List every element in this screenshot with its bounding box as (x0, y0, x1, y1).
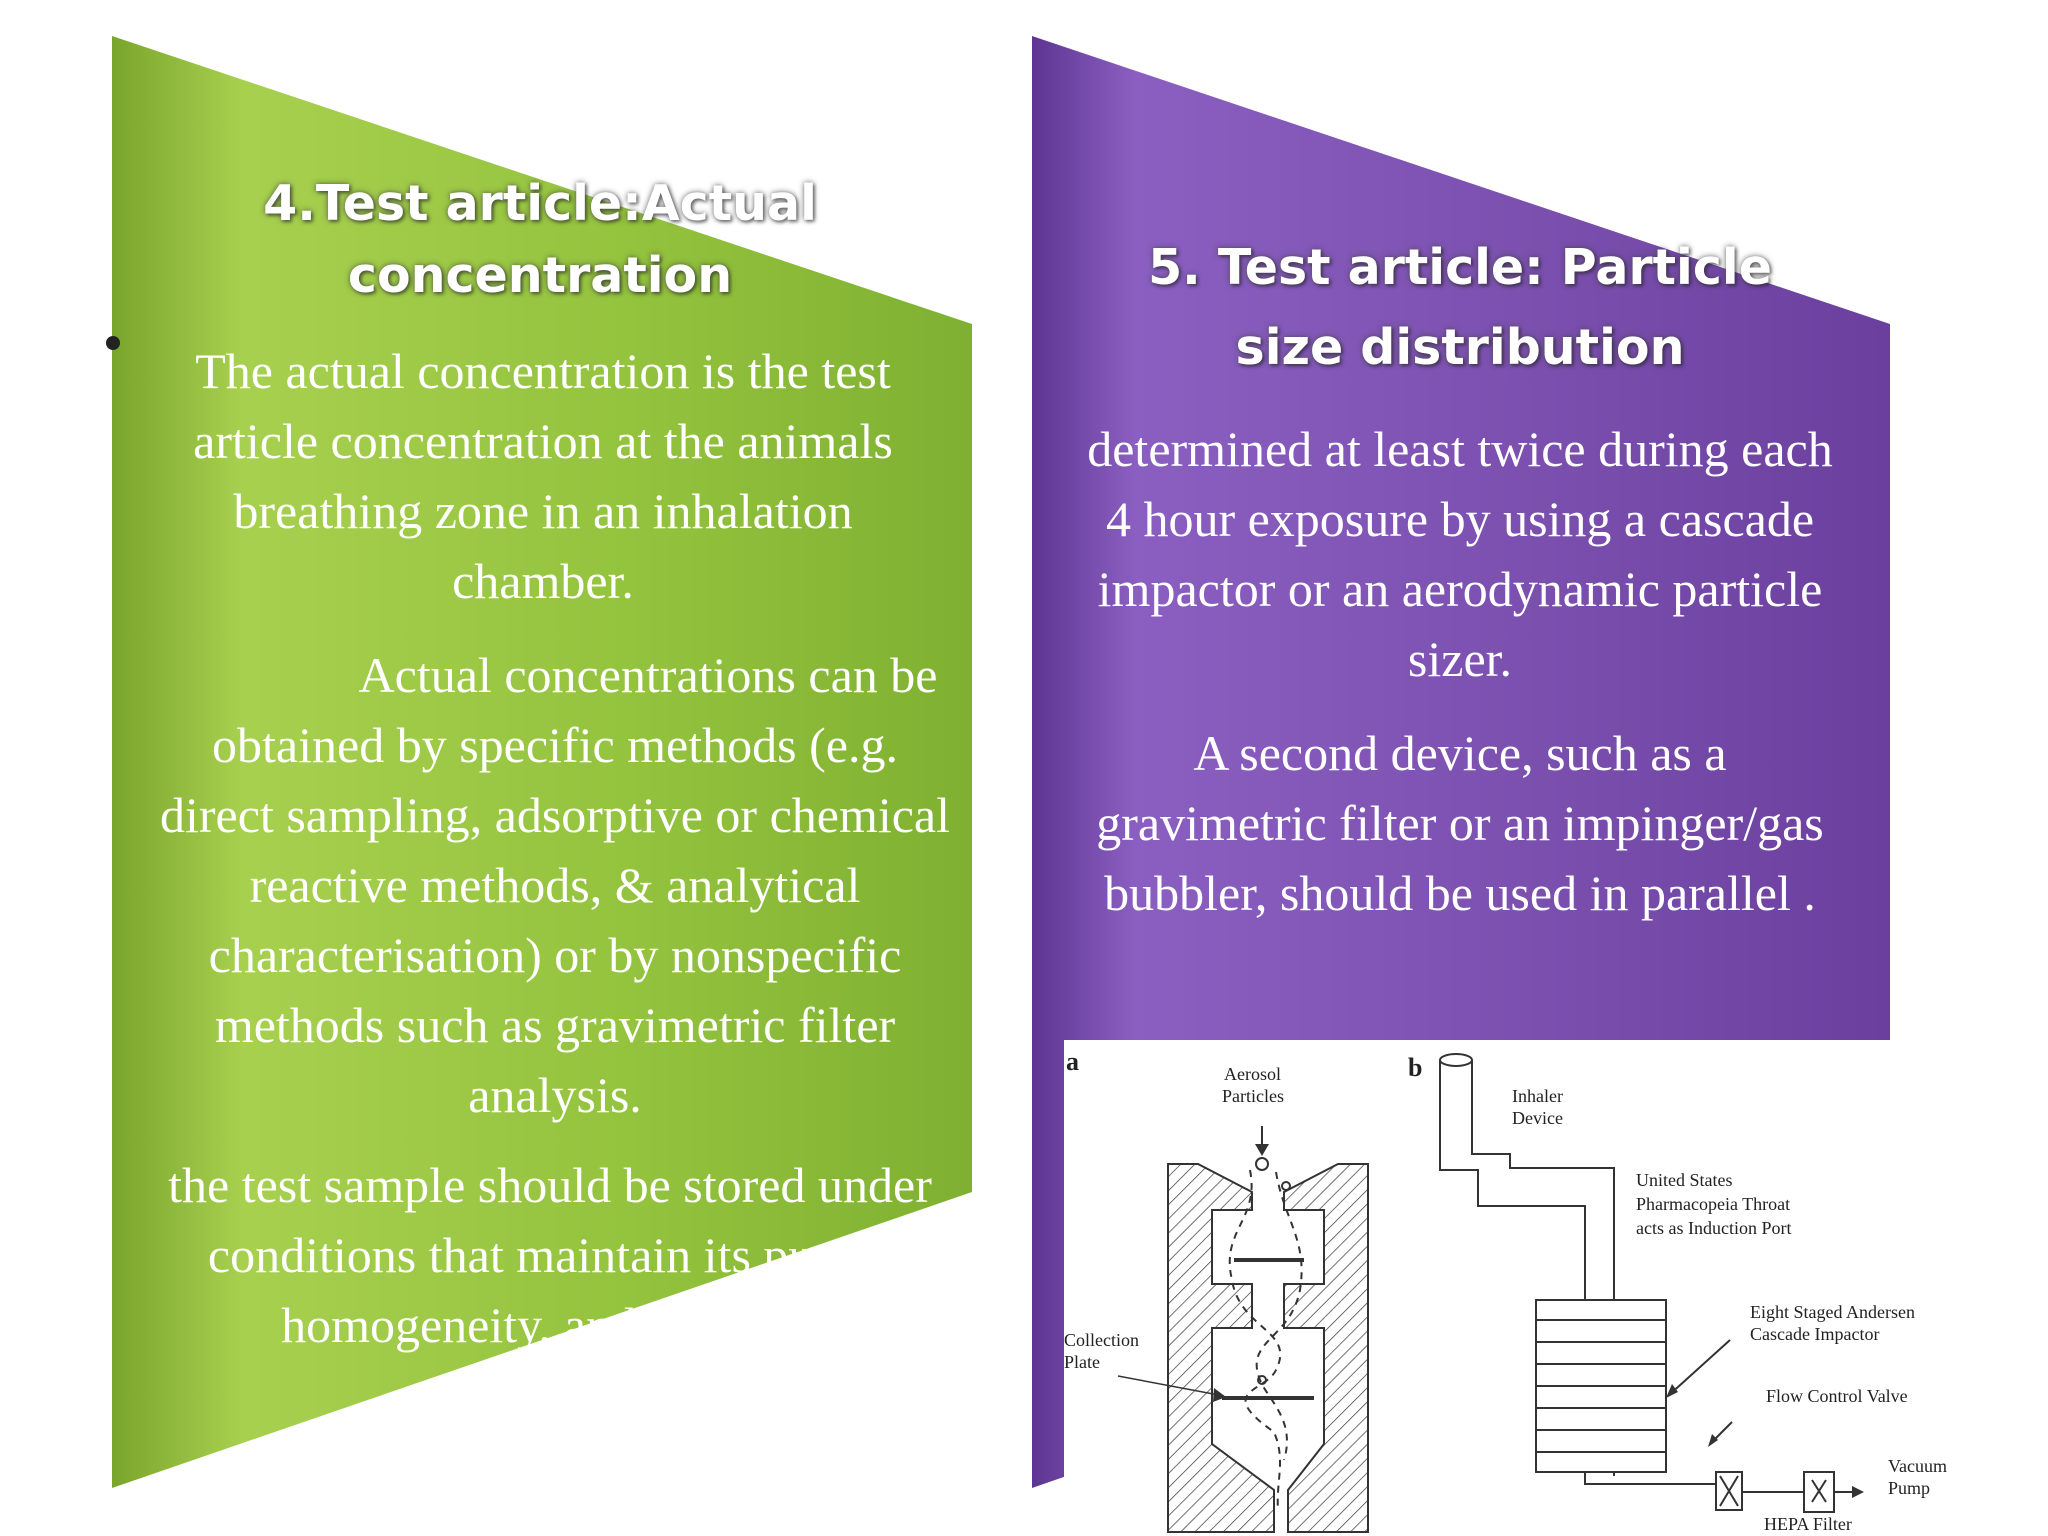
left-paragraph-3: the test sample should be stored under conditions that maintain its purity, homogeneity, and stability. (168, 1157, 932, 1353)
aerosol-label-line1: Aerosol (1224, 1064, 1281, 1084)
flow-valve-label: Flow Control Valve (1766, 1386, 1908, 1406)
inhaler-label-line1: Inhaler (1512, 1086, 1563, 1106)
right-paragraph-2: A second device, such as a gravimetric filter or an impinger/gas bubbler, should be used in parallel . (1096, 725, 1824, 921)
impactor-figure (1064, 1040, 1968, 1536)
collection-label-line1: Collection (1064, 1330, 1139, 1350)
single-stage-impactor (1118, 1126, 1368, 1532)
andersen-label-line2: Cascade Impactor (1750, 1324, 1880, 1344)
vacuum-label-line1: Vacuum (1888, 1456, 1947, 1476)
hepa-label: HEPA Filter (1764, 1514, 1852, 1534)
left-heading-line2: concentration (347, 247, 733, 304)
aerosol-label-line2: Particles (1222, 1086, 1284, 1106)
usp-label-line2: Pharmacopeia Throat (1636, 1194, 1791, 1214)
label-b: b (1408, 1053, 1423, 1082)
label-a: a (1066, 1047, 1079, 1076)
collection-label-line2: Plate (1064, 1352, 1100, 1372)
bullet-dot (106, 336, 120, 350)
vacuum-label-line2: Pump (1888, 1478, 1931, 1498)
usp-label-line3: acts as Induction Port (1636, 1218, 1792, 1238)
left-paragraph-1: The actual concentration is the test article concentration at the animals breathing zone in an inhalation chamber. (193, 343, 893, 609)
left-heading-line1: 4.Test article:Actual (263, 175, 817, 232)
right-heading-line2: size distribution (1235, 319, 1685, 376)
left-paragraph-2: Actual concentrations can be obtained by specific methods (e.g. direct sampling, adsorptive or chemical reactive methods, & analytical characterisation) or by nonspecific methods such as gravimetric filter analysis. (160, 647, 951, 1123)
right-heading-line1: 5. Test article: Particle (1148, 239, 1772, 296)
usp-label-line1: United States (1636, 1170, 1733, 1190)
andersen-label-line1: Eight Staged Andersen (1750, 1302, 1915, 1322)
andersen-setup (1440, 1054, 1860, 1512)
inhaler-label-line2: Device (1512, 1108, 1563, 1128)
right-paragraph-1: determined at least twice during each 4 hour exposure by using a cascade impactor or an aerodynamic particle sizer. (1087, 421, 1833, 687)
